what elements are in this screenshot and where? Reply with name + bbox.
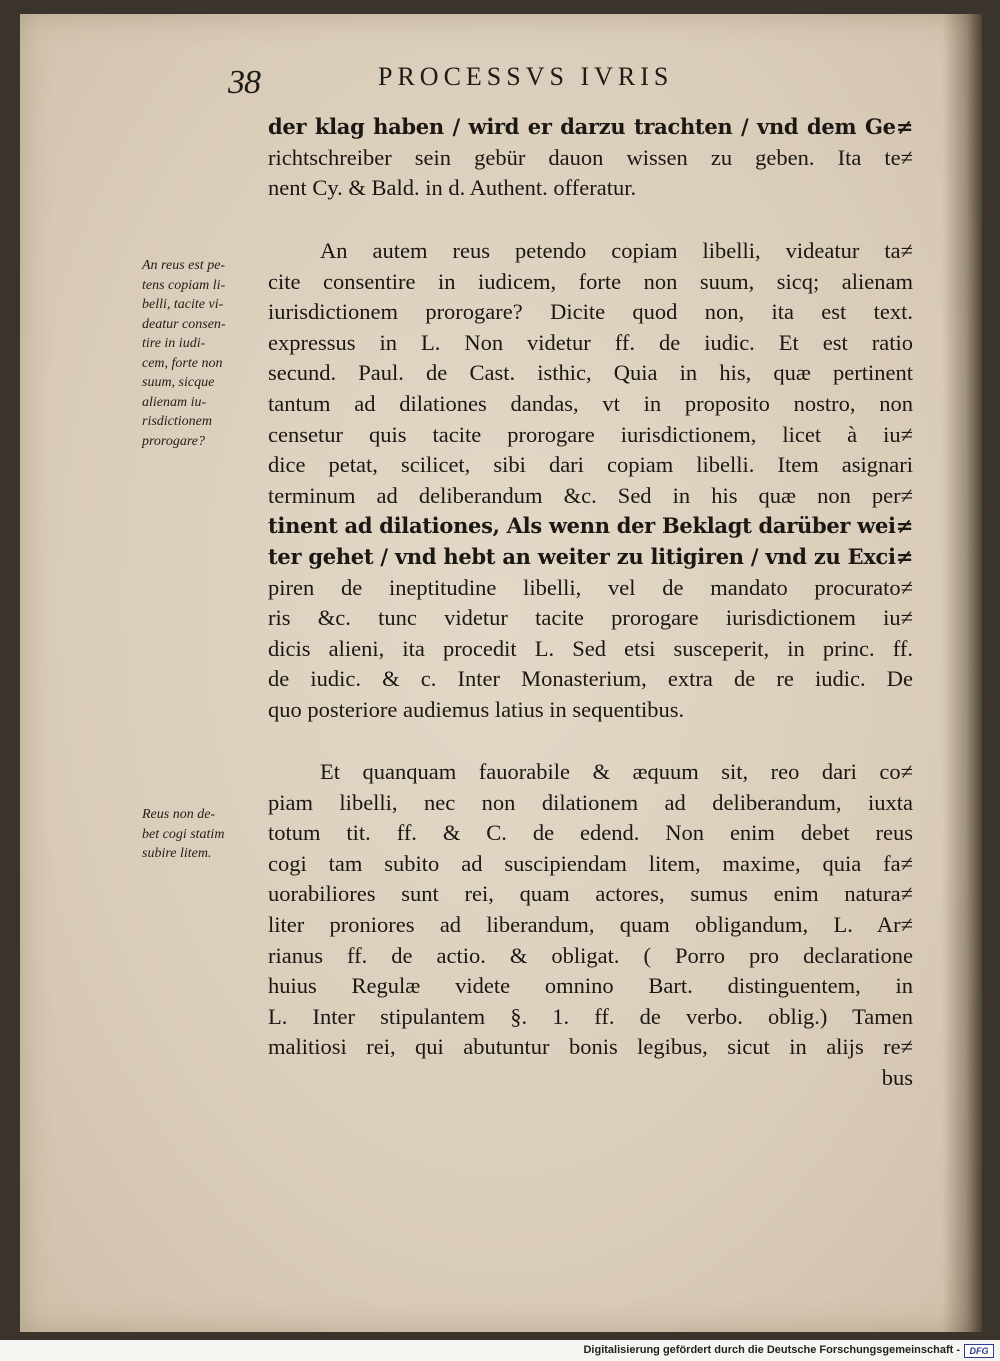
text-line: bus xyxy=(881,1064,913,1090)
text-line: secund. Paul. de Cast. isthic, Quia in his, quæ pertinent xyxy=(268,360,913,386)
text-line: cite consentire in iudicem, forte non suum, sicq; alienam xyxy=(268,268,913,294)
page-gutter-shadow xyxy=(942,14,982,1332)
margin-note-line: cem, forte non xyxy=(142,355,223,371)
paragraph-3 xyxy=(268,757,913,1094)
paragraph-2 xyxy=(268,236,913,726)
running-title: PROCESSVS IVRIS xyxy=(378,62,674,91)
text-line: malitiosi rei, qui abutuntur bonis legibus, sicut in alijs re≠ xyxy=(268,1034,913,1060)
text-line: An autem reus petendo copiam libelli, videatur ta≠ xyxy=(320,238,913,263)
margin-note-line: suum, sicque xyxy=(142,375,215,390)
margin-note-line: risdictionem xyxy=(142,414,212,429)
text-line: liter proniores ad liberandum, quam obligandum, L. Ar≠ xyxy=(268,911,913,937)
text-line: totum tit. ff. & C. de edend. Non enim debet reus xyxy=(268,820,913,846)
text-line: quo posteriore audiemus latius in sequentibus. xyxy=(268,696,685,722)
margin-note-line: belli, tacite vi- xyxy=(142,297,224,312)
margin-note-line: alienam iu- xyxy=(142,394,207,410)
text-line: ter gehet / vnd hebt an weiter zu litigiren / vnd zu Exci≠ xyxy=(268,543,913,569)
margin-note-line: An reus est pe- xyxy=(142,258,226,273)
text-line: expressus in L. Non videtur ff. de iudic. Et est ratio xyxy=(268,329,913,355)
margin-note-2 xyxy=(142,805,282,864)
text-line: L. Inter stipulantem §. 1. ff. de verbo. oblig.) Tamen xyxy=(268,1003,913,1029)
funding-credit: Digitalisierung gefördert durch die Deutsche Forschungsgemeinschaft - xyxy=(583,1344,960,1356)
text-line: dice petat, scilicet, sibi dari copiam libelli. Item asignari xyxy=(268,452,913,478)
margin-note-1 xyxy=(142,256,282,451)
margin-note-line: prorogare? xyxy=(142,433,205,449)
text-line: terminum ad deliberandum &c. Sed in his quæ non per≠ xyxy=(268,482,913,508)
text-line: ris &c. tunc videtur tacite prorogare iurisdictionem iu≠ xyxy=(268,605,913,631)
margin-note-line: bet cogi statim xyxy=(142,826,225,842)
text-line: cogi tam subito ad suscipiendam litem, maxime, quia fa≠ xyxy=(268,850,913,876)
page-number: 38 xyxy=(228,64,260,101)
text-line: de iudic. & c. Inter Monasterium, extra de re iudic. De xyxy=(268,666,913,692)
text-line: iurisdictionem prorogare? Dicite quod non, ita est text. xyxy=(268,299,913,325)
text-line: piam libelli, nec non dilationem ad deliberandum, iuxta xyxy=(268,789,913,815)
paragraph-1 xyxy=(268,112,913,204)
margin-note-line: Reus non de- xyxy=(142,807,216,822)
margin-note-line: tens copiam li- xyxy=(142,277,226,293)
text-line: der klag haben / wird er darzu trachten / vnd dem Ge≠ xyxy=(268,114,913,139)
margin-note-line: deatur consen- xyxy=(142,316,226,332)
digitization-footer xyxy=(0,1340,1000,1361)
text-line: huius Regulæ videte omnino Bart. distinguentem, in xyxy=(268,973,913,999)
margin-note-line: subire litem. xyxy=(142,846,212,861)
dfg-logo: DFG xyxy=(964,1344,994,1358)
margin-note-line: tire in iudi- xyxy=(142,336,206,351)
text-line: dicis alieni, ita procedit L. Sed etsi susceperit, in princ. ff. xyxy=(268,635,913,661)
text-line: tinent ad dilationes, Als wenn der Beklagt darüber wei≠ xyxy=(268,513,913,539)
text-line: richtschreiber sein gebür dauon wissen zu geben. Ita te≠ xyxy=(268,144,913,170)
text-line: Et quanquam fauorabile & æquum sit, reo dari co≠ xyxy=(320,759,913,784)
text-line: censetur quis tacite prorogare iurisdictionem, licet à iu≠ xyxy=(268,421,913,447)
text-line: uorabiliores sunt rei, quam actores, sumus enim natura≠ xyxy=(268,881,913,907)
text-line: rianus ff. de actio. & obligat. ( Porro pro declaratione xyxy=(268,942,913,968)
text-line: tantum ad dilationes dandas, vt in proposito nostro, non xyxy=(268,390,913,416)
text-line: piren de ineptitudine libelli, vel de mandato procurato≠ xyxy=(268,574,913,600)
text-line: nent Cy. & Bald. in d. Authent. offeratur. xyxy=(268,175,637,201)
